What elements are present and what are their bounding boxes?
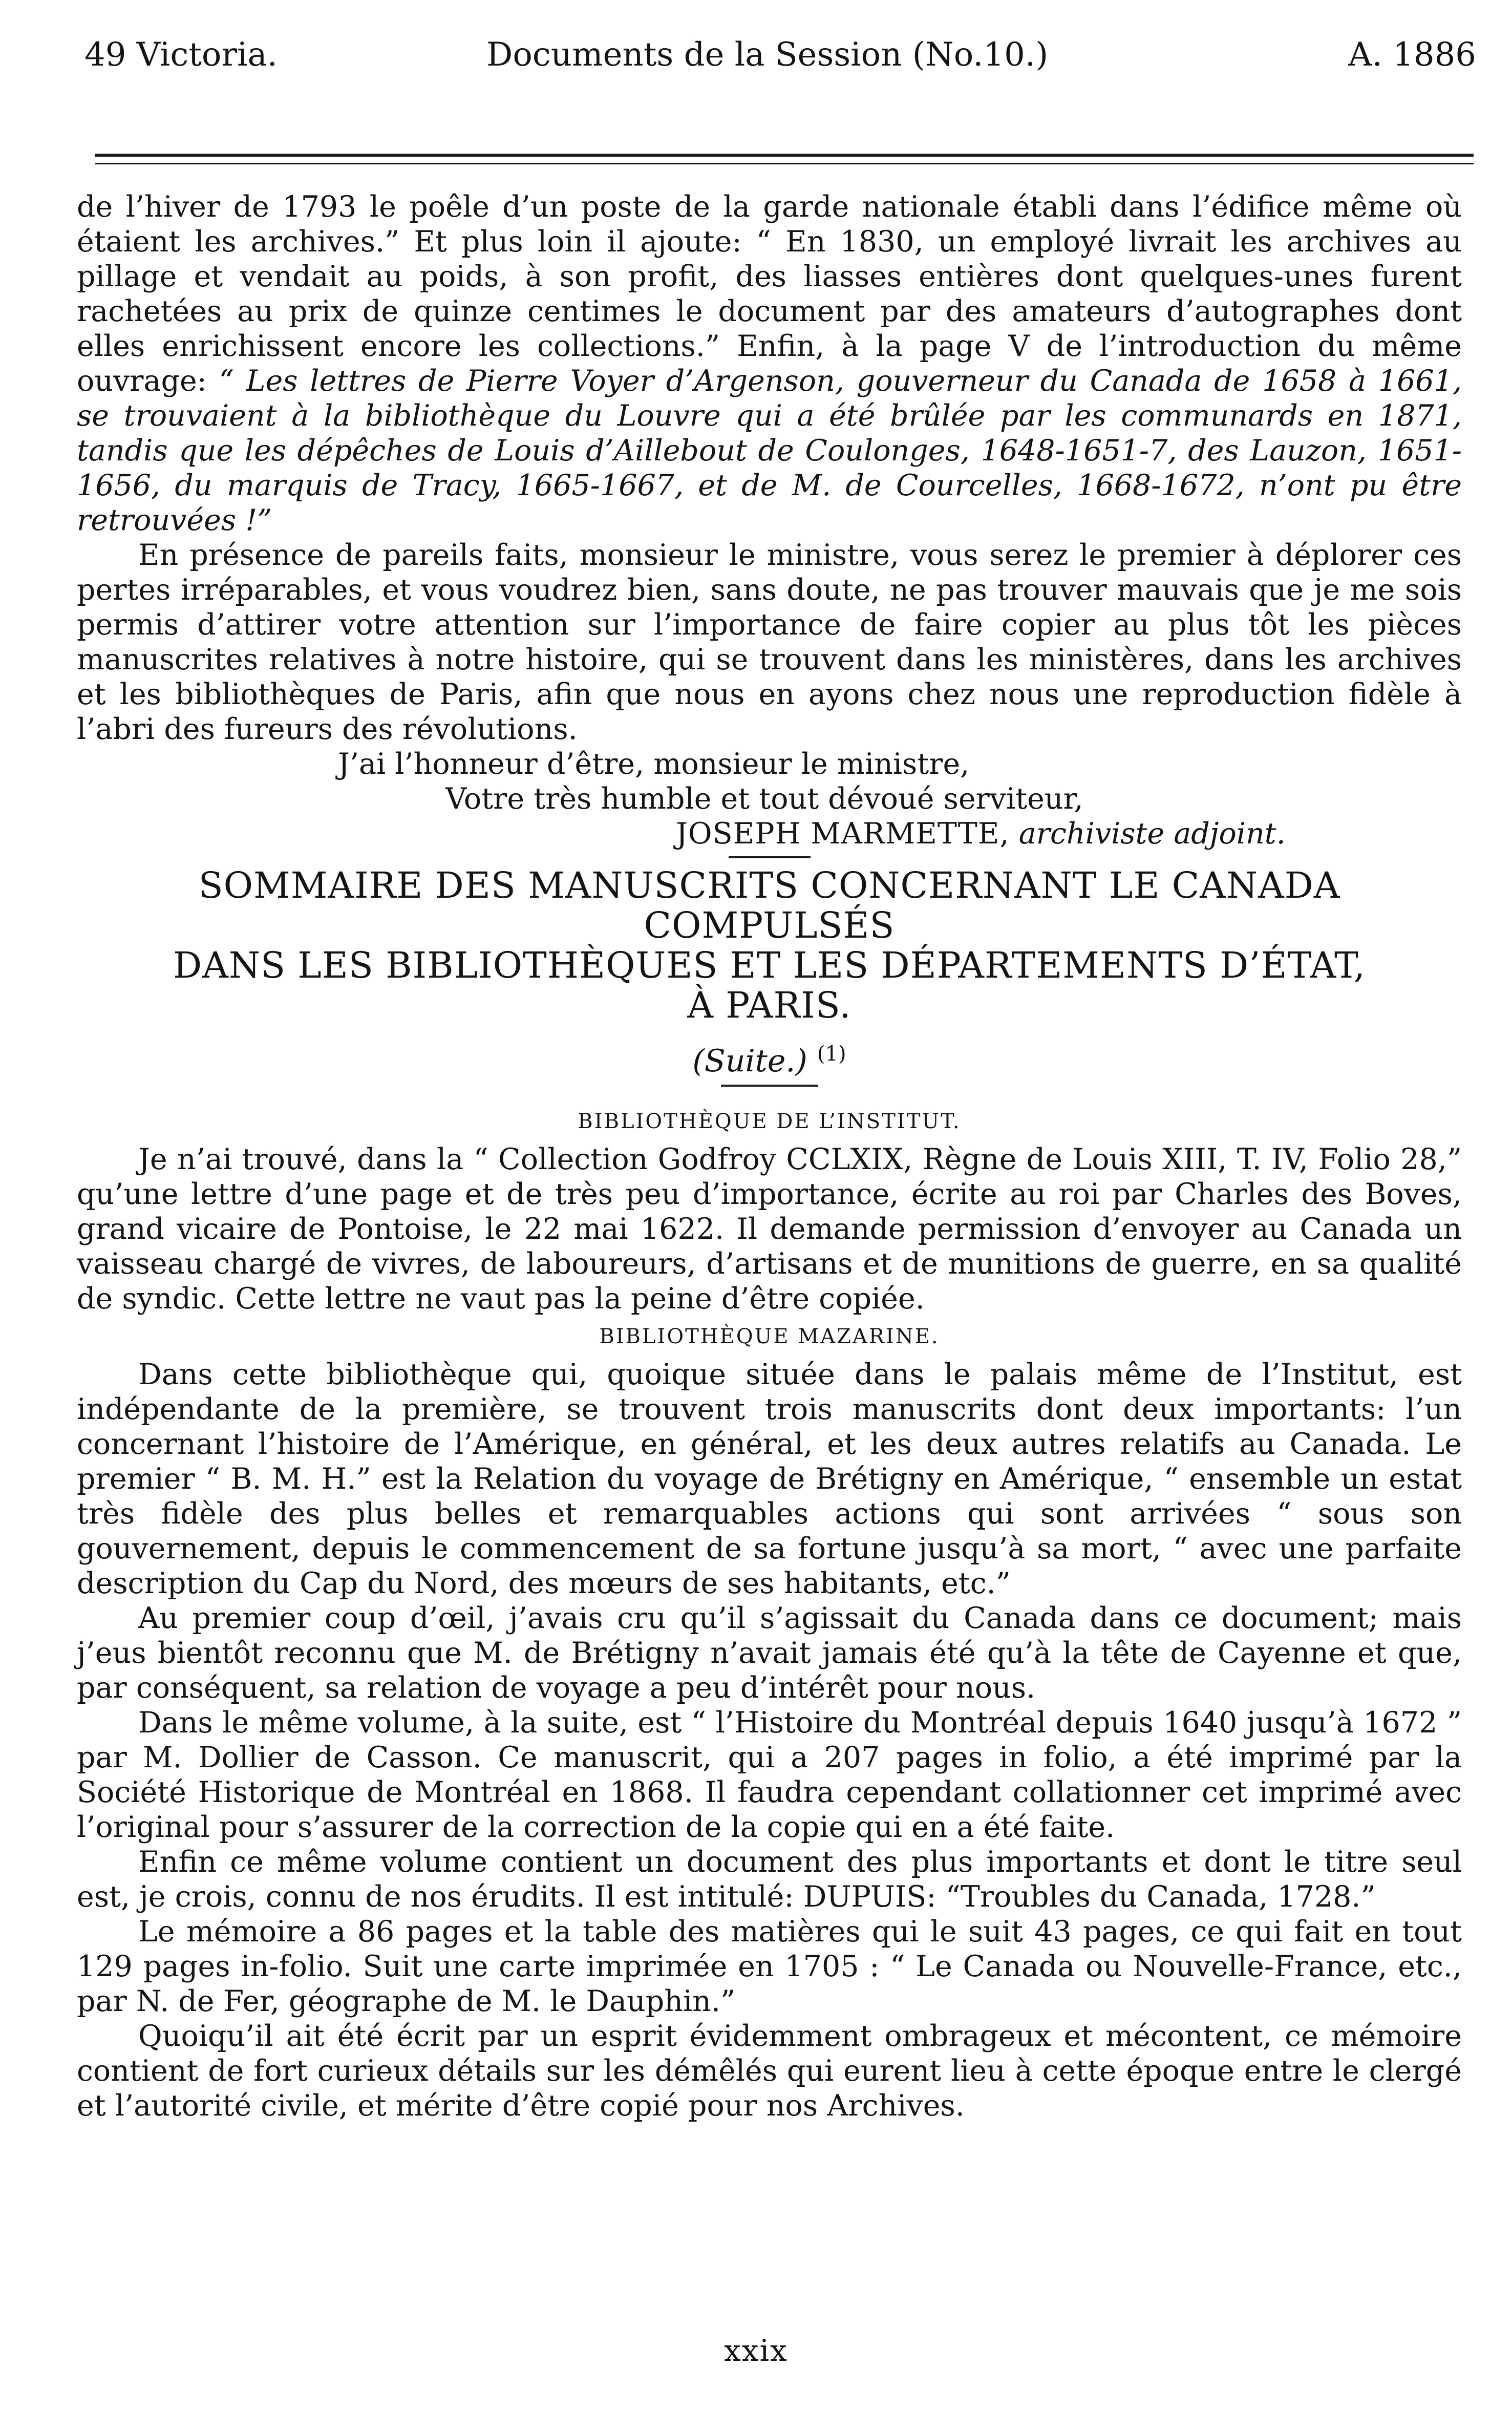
- section-title: [77, 865, 1462, 1025]
- paragraph-text: de l’hiver de 1793 le poêle d’un poste de la garde nationale établi dans l’édifice même où étaient les archives.” Et plus loin il ajoute: “ En 1830, un employé livrait les archives au pillage et vendait au poids, à son profit, des liasses entières dont quelques-unes furent rachetées au prix de quinze centimes le document par des amateurs d’autographes dont elles enrichissent encore les collections.” Enfin, à la page V de l’introduction du même ouvrage:: [77, 190, 1462, 398]
- closing-line-1: J’ai l’honneur d’être, monsieur le ministre,: [338, 747, 970, 781]
- paragraph-presence: En présence de pareils faits, monsieur le ministre, vous serez le premier à déplorer ces pertes irréparables, et vous voudrez bien, sans doute, ne pas trouver mauvais que je me sois permis d’attirer votre attention sur l’importance de faire copier au plus tôt les pièces manuscrites relatives à notre histoire, qui se trouvent dans les ministères, dans les archives et les bibliothèques de Paris, afin que nous en ayons chez nous une reproduction fidèle à l’abri des fureurs des révolutions.: [77, 538, 1462, 746]
- paragraph-continued: [77, 189, 1462, 538]
- paragraph-mazarine-4: Enfin ce même volume contient un document des plus importants et dont le titre seul est, je crois, connu de nos érudits. Il est intitulé: DUPUIS: “Troubles du Canada, 1728.”: [77, 1845, 1462, 1914]
- paragraph-institut: Je n’ai trouvé, dans la “ Collection Godfroy CCLXIX, Règne de Louis XIII, T. IV, Folio 28,” qu’une lettre d’une page et de très peu d’importance, écrite au roi par Charles des Boves, grand vicaire de Pontoise, le 22 mai 1622. Il demande permission d’envoyer au Canada un vaisseau chargé de vivres, de laboureurs, d’artisans et de munitions de guerre, en sa qualité de syndic. Cette lettre ne vaut pas la peine d’être copiée.: [77, 1143, 1462, 1316]
- section-title-line-3: À PARIS.: [687, 984, 851, 1026]
- paragraph-mazarine-1: Dans cette bibliothèque qui, quoique située dans le palais même de l’Institut, est indépendante de la première, se trouvent trois manuscrits dont deux importants: l’un concernant l’histoire de l’Amérique, en général, et les deux autres relatifs au Canada. Le premier “ B. M. H.” est la Relation du voyage de Brétigny en Amérique, “ ensemble un estat très fidèle des plus belles et remarquables actions qui sont arrivées “ sous son gouvernement, depuis le commencement de sa fortune jusqu’à sa mort, “ avec une parfaite description du Cap du Nord, des mœurs de ses habitants, etc.”: [77, 1358, 1462, 1600]
- signature: [77, 816, 1462, 851]
- closing-line-2: Votre très humble et tout dévoué serviteur,: [445, 782, 1083, 816]
- paragraph-mazarine-5: Le mémoire a 86 pages et la table des matières qui le suit 43 pages, ce qui fait en tout 129 pages in-folio. Suit une carte imprimée en 1705 : “ Le Canada ou Nouvelle-France, etc., par N. de Fer, géographe de M. le Dauphin.”: [77, 1915, 1462, 2018]
- page-number: xxix: [724, 2333, 788, 2368]
- section-title-line-1: SOMMAIRE DES MANUSCRITS CONCERNANT LE CANADA COMPULSÉS: [198, 864, 1340, 946]
- heading-mazarine: BIBLIOTHÈQUE MAZARINE.: [599, 1325, 940, 1348]
- suite-label: [77, 1030, 1462, 1085]
- section-divider: [729, 856, 811, 858]
- suite-text: (Suite.): [692, 1043, 807, 1079]
- paragraph-mazarine-2: Au premier coup d’œil, j’avais cru qu’il s’agissait du Canada dans ce document; mais j’eus bientôt reconnu que M. de Brétigny n’avait jamais été qu’à la tête de Cayenne et que, par conséquent, sa relation de voyage a peu d’intérêt pour nous.: [77, 1601, 1462, 1705]
- paragraph-mazarine-6: Quoiqu’il ait été écrit par un esprit évidemment ombrageux et mécontent, ce mémoire contient de fort curieux détails sur les démêlés qui eurent lieu à cette époque entre le clergé et l’autorité civile, et mérite d’être copié pour nos Archives.: [77, 2019, 1462, 2123]
- header-rule-thin: [95, 163, 1474, 164]
- signature-name: JOSEPH MARMETTE,: [676, 817, 1010, 851]
- italic-quotation: “ Les lettres de Pierre Voyer d’Argenson, gouverneur du Canada de 1658 à 1661, se trouvaient à la bibliothèque du Louvre qui a été brûlée par les communards en 1871, tandis que les dépêches de Louis d’Aillebout de Coulonges, 1648-1651-7, des Lauzon, 1651-1656, du marquis de Tracy, 1665-1667, et de M. de Courcelles, 1668-1672, n’ont pu être retrouvées !”: [77, 364, 1462, 537]
- suite-divider: [721, 1085, 818, 1087]
- footnote-marker: (1): [817, 1042, 846, 1066]
- header-title: Documents de la Session (No.10.): [486, 36, 1049, 74]
- header-volume: 49 Victoria.: [84, 36, 278, 74]
- section-title-line-2: DANS LES BIBLIOTHÈQUES ET LES DÉPARTEMENTS D’ÉTAT,: [173, 944, 1366, 986]
- heading-institut: BIBLIOTHÈQUE DE L’INSTITUT.: [578, 1110, 961, 1133]
- paragraph-mazarine-3: Dans le même volume, à la suite, est “ l’Histoire du Montréal depuis 1640 jusqu’à 1672 ” par M. Dollier de Casson. Ce manuscrit, qui a 207 pages in folio, a été imprimé par la Société Historique de Montréal en 1868. Il faudra cependant collationner cet imprimé avec l’original pour s’assurer de la correction de la copie qui en a été faite.: [77, 1706, 1462, 1844]
- running-header: [84, 36, 1476, 92]
- header-rule-thick: [95, 154, 1474, 157]
- page-body: [77, 189, 1462, 2123]
- signature-title: archiviste adjoint.: [1018, 817, 1286, 851]
- header-year: A. 1886: [1348, 36, 1476, 74]
